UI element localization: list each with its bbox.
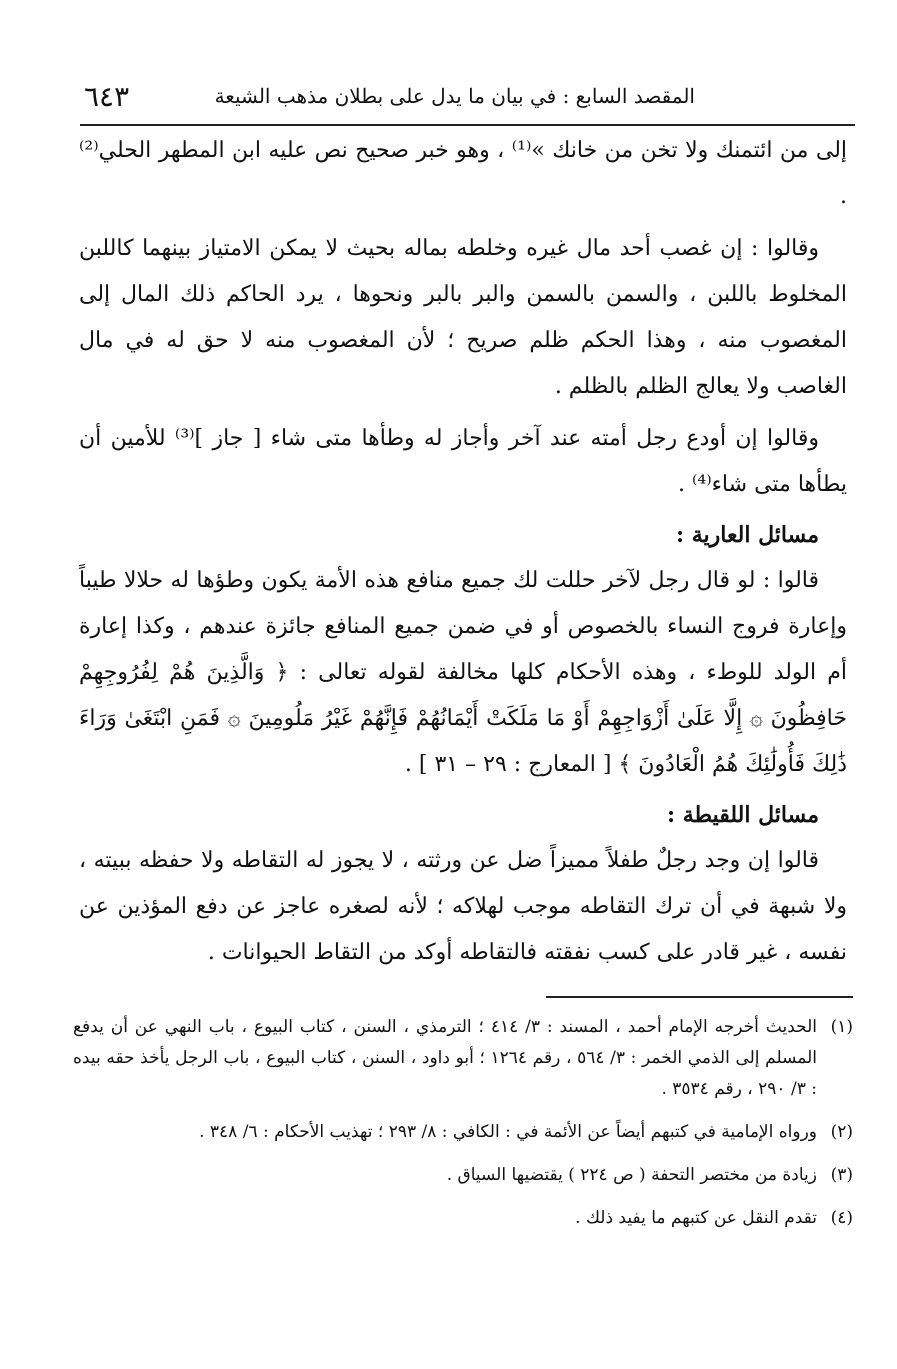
footnote-item [73,1117,853,1148]
header-divider [80,124,855,126]
running-header-title: المقصد السابع : في بيان ما يدل على بطلان مذهب الشيعة [214,84,695,108]
footnote-item [73,1160,853,1191]
paragraph-1: إلى من ائتمنك ولا تخن من خانك »⁽¹⁾ ، وهو خبر صحيح نص عليه ابن المطهر الحلي⁽²⁾ . [79,138,848,209]
main-text [79,128,847,976]
section-heading-laqita: مسائل اللقيطة : [666,802,819,828]
page-number: ٦٤٣ [84,80,130,113]
footnote-text: تقدم النقل عن كتبهم ما يفيد ذلك . [575,1208,817,1228]
footnote-number: (٤) [830,1208,853,1228]
footnote-text: ورواه الإمامية في كتبهم أيضاً عن الأئمة في : الكافي : ٨/ ٢٩٣ ؛ تهذيب الأحكام : ٦/ ٣٤٨ . [199,1122,817,1142]
footnote-number: (٢) [830,1122,853,1142]
footnote-text: زيادة من مختصر التحفة ( ص ٢٢٤ ) يقتضيها السياق . [446,1165,817,1185]
footnote-number: (٣) [830,1165,853,1185]
footnotes [73,1012,853,1246]
section-heading-ariya: مسائل العارية : [675,522,819,548]
paragraph-2: وقالوا : إن غصب أحد مال غيره وخلطه بماله بحيث لا يمكن الامتياز بينهما كاللبن المخلوط باللبن ، والسمن بالسمن والبر بالبر ونحوها ، يرد الحاكم ذلك المال إلى المغصوب منه ، وهذا الحكم ظلم صريح ؛ لأن المغصوب منه لا حق له في مال الغاصب ولا يعالج الظلم بالظلم . [79,236,847,399]
footnote-item [73,1203,853,1234]
footnote-divider [546,996,853,998]
paragraph-3: وقالوا إن أودع رجل أمته عند آخر وأجاز له وطأها متى شاء [ جاز ]⁽³⁾ للأمين أن يطأها متى شاء⁽⁴⁾ . [79,426,847,497]
footnote-number: (١) [830,1017,853,1037]
paragraph-5: قالوا إن وجد رجلٌ طفلاً مميزاً ضل عن ورثته ، لا يجوز له التقاطه ولا حفظه ببيته ، ولا شبهة في أن ترك التقاطه موجب لهلاكه ؛ لأنه لصغره عاجز عن دفع المؤذين عن نفسه ، غير قادر على كسب نفقته فالتقاطه أوكد من التقاط الحيوانات . [79,848,847,965]
footnote-text: الحديث أخرجه الإمام أحمد ، المسند : ٣/ ٤١٤ ؛ الترمذي ، السنن ، كتاب البيوع ، باب النهي عن أن يدفع المسلم إلى الذمي الخمر : ٣/ ٥٦٤ ، رقم ١٢٦٤ ؛ أبو داود ، السنن ، كتاب البيوع ، باب الرجل يأخذ حقه بيده : ٣/ ٢٩٠ ، رقم ٣٥٣٤ . [73,1017,818,1099]
paragraph-4: قالوا : لو قال رجل لآخر حللت لك جميع منافع هذه الأمة يكون وطؤها له حلالا طيباً وإعارة فروج النساء بالخصوص أو في ضمن جميع المنافع جائزة عندهم ، وكذا إعارة أم الولد للوطء ، وهذه الأحكام كلها مخالفة لقوله تعالى : ﴿ وَالَّذِينَ هُمْ لِفُرُوجِهِمْ حَافِظُونَ ۞ إِلَّا عَلَىٰ أَزْوَاجِهِمْ أَوْ مَا مَلَكَتْ أَيْمَانُهُمْ فَإِنَّهُمْ غَيْرُ مَلُومِينَ ۞ فَمَنِ ابْتَغَىٰ وَرَاءَ ذَٰلِكَ فَأُولَٰئِكَ هُمُ الْعَادُونَ ﴾ [ المعارج : ٢٩ – ٣١ ] . [79,568,847,777]
footnote-item [73,1012,853,1105]
running-header [80,80,855,120]
